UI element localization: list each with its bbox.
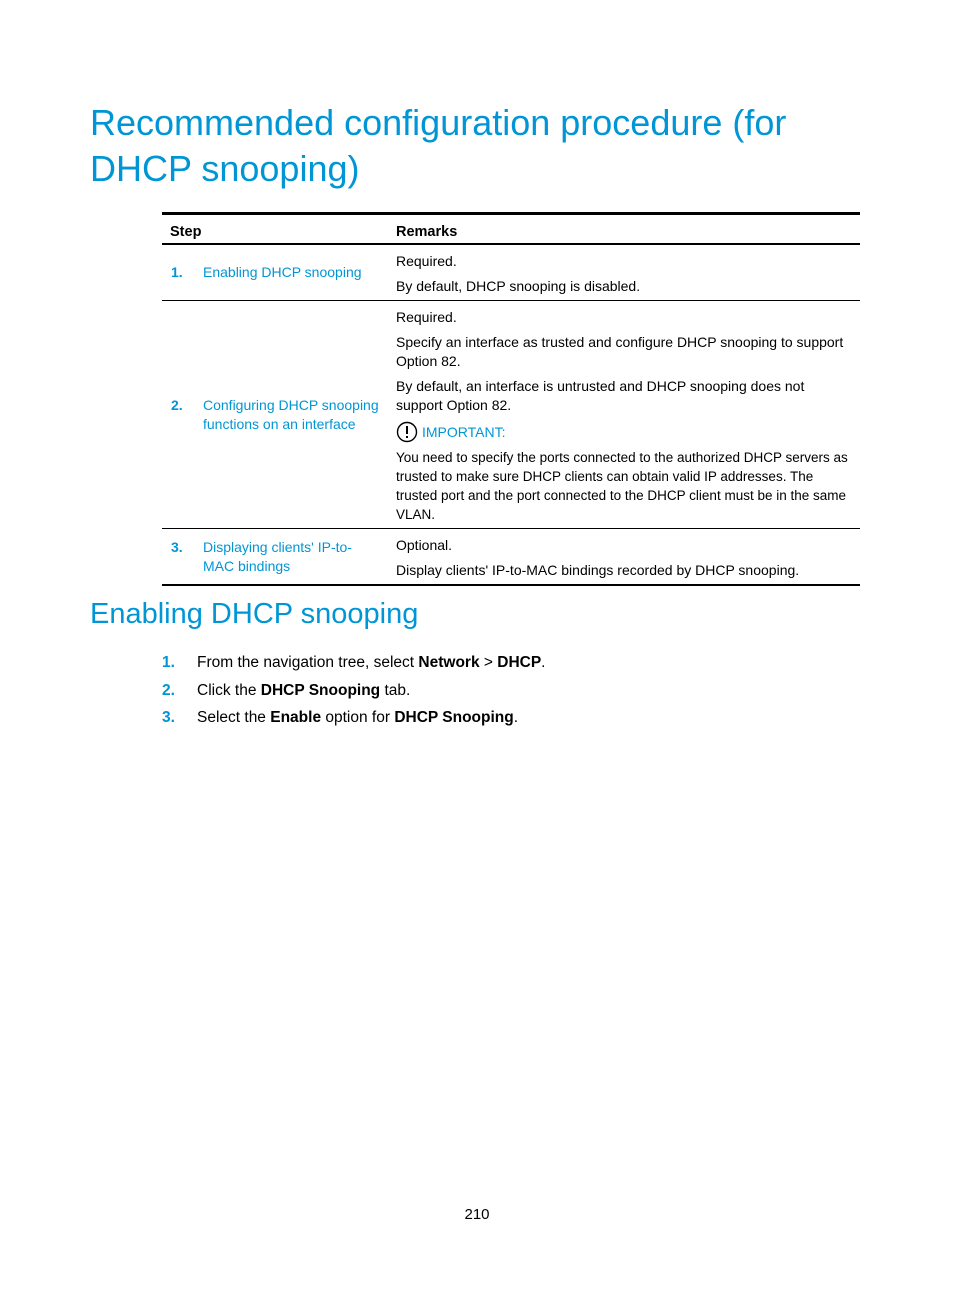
procedure-steps <box>162 649 545 732</box>
ui-term: DHCP <box>497 654 542 671</box>
ui-term: Network <box>418 654 480 671</box>
step-cell <box>162 301 389 529</box>
step-number: 2. <box>171 396 183 413</box>
remarks-cell <box>389 244 860 301</box>
remarks-cell <box>389 529 860 586</box>
important-text: You need to specify the ports connected to the authorized DHCP servers as trusted to make sure DHCP clients can obtain valid IP addresses. The trusted port and the port connected to the DHCP client must be in the same VLAN. <box>396 450 848 522</box>
remark-text: Required. <box>396 253 457 269</box>
remark-text: By default, an interface is untrusted and DHCP snooping does not support Option 82. <box>396 378 805 413</box>
remarks-cell <box>389 301 860 529</box>
step-cell <box>162 529 389 586</box>
list-item <box>162 704 545 732</box>
list-item <box>162 649 545 677</box>
remark-text: Optional. <box>396 537 453 553</box>
column-header-step: Step <box>162 214 389 245</box>
list-item <box>162 677 545 705</box>
step-number: 2. <box>162 681 175 699</box>
page-heading: Recommended configuration procedure (for DHCP snooping) <box>90 102 787 189</box>
page-number: 210 <box>464 1206 490 1223</box>
step-number: 3. <box>162 709 175 726</box>
section-heading: Enabling DHCP snooping <box>90 598 419 630</box>
table-header-row <box>162 214 860 245</box>
ui-term: Enable <box>270 709 322 726</box>
ui-term: DHCP Snooping <box>394 709 514 726</box>
table-row <box>162 529 860 586</box>
exclamation-circle-icon <box>396 421 418 443</box>
step-cell <box>162 244 389 301</box>
step-text: From the navigation tree, select Network > DHCP. <box>197 654 546 671</box>
remark-text: Required. <box>396 309 457 325</box>
table-row <box>162 244 860 301</box>
step-number: 1. <box>162 654 175 671</box>
important-callout <box>396 421 854 443</box>
step-link-enabling-dhcp-snooping[interactable]: Enabling DHCP snooping <box>203 264 362 280</box>
step-text: Click the DHCP Snooping tab. <box>197 681 411 699</box>
step-number: 3. <box>171 538 183 555</box>
step-link-displaying-bindings[interactable]: Displaying clients' IP-to-MAC bindings <box>203 538 352 574</box>
important-label: IMPORTANT: <box>422 423 506 440</box>
step-text: Select the Enable option for DHCP Snooping. <box>197 709 519 726</box>
remark-text: Specify an interface as trusted and configure DHCP snooping to support Option 82. <box>396 334 844 369</box>
step-link-configuring-dhcp-snooping[interactable]: Configuring DHCP snooping functions on an interface <box>203 396 379 432</box>
table-row <box>162 301 860 529</box>
procedure-table <box>162 212 860 586</box>
column-header-remarks: Remarks <box>389 214 860 245</box>
remark-text: Display clients' IP-to-MAC bindings recorded by DHCP snooping. <box>396 562 800 578</box>
ui-term: DHCP Snooping <box>260 681 381 699</box>
step-number: 1. <box>171 264 183 280</box>
remark-text: By default, DHCP snooping is disabled. <box>396 278 641 294</box>
